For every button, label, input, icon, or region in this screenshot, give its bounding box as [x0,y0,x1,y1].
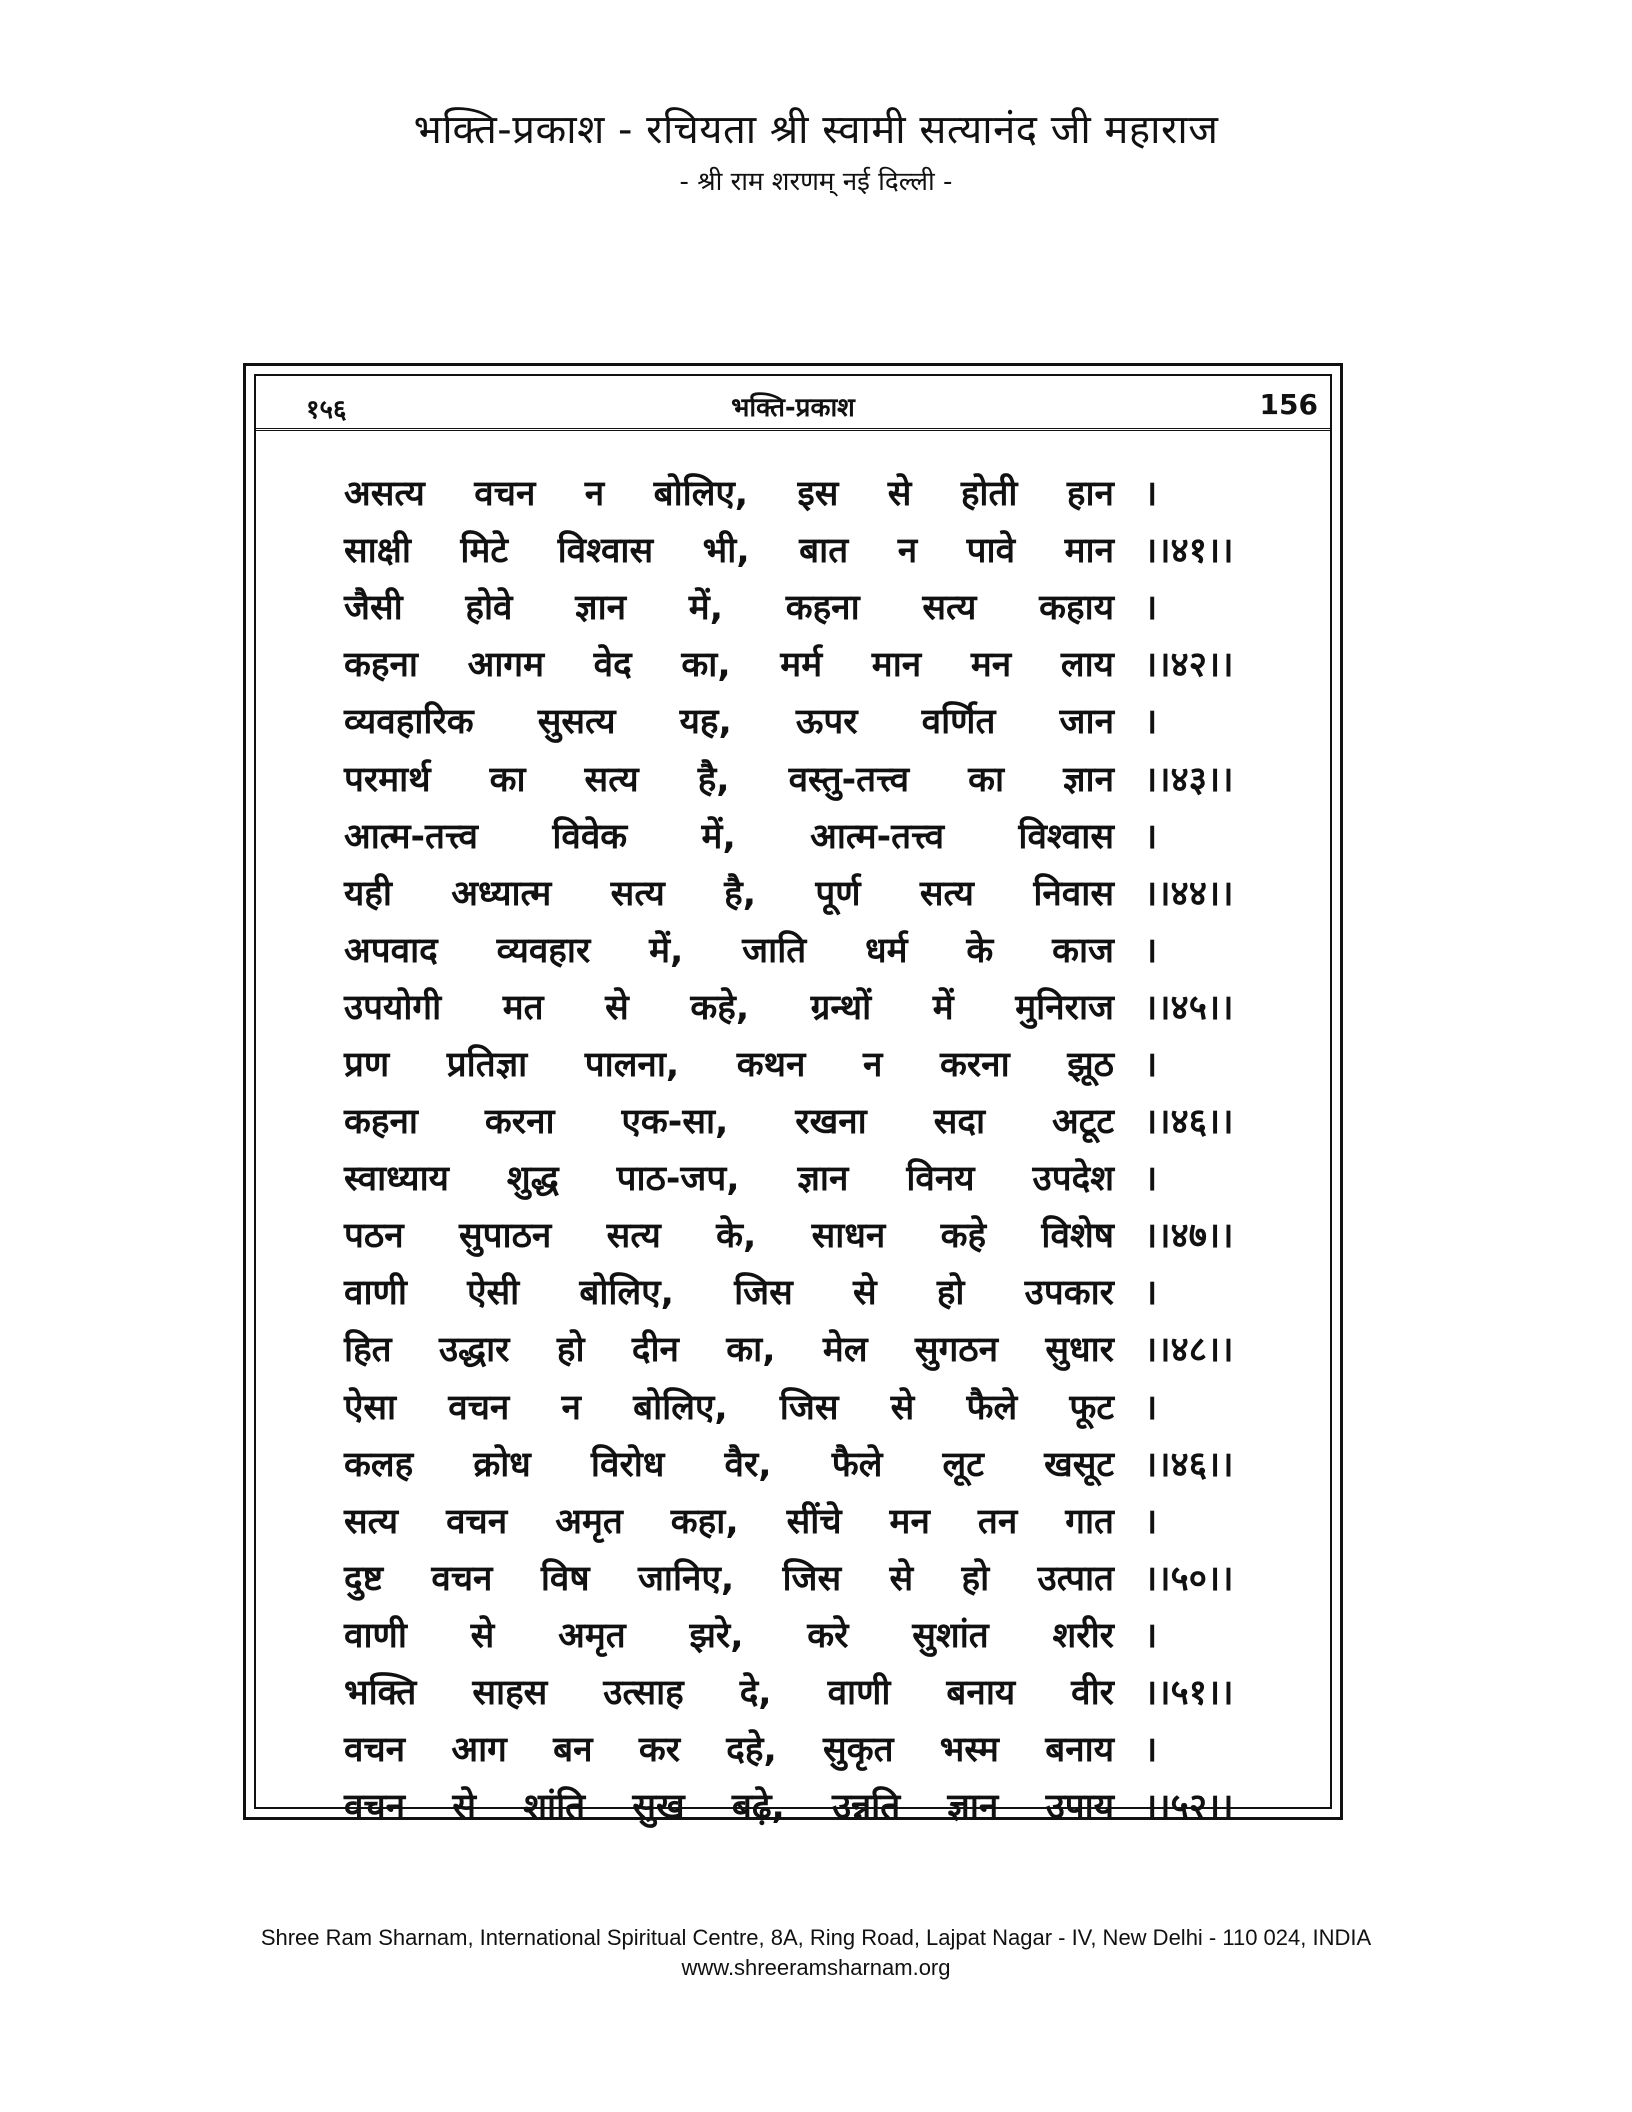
verse-line [344,978,1304,1035]
document-subtitle: - श्री राम शरणम् नई दिल्ली - [679,167,953,197]
verse-line [344,864,1304,921]
verse-text: दुष्ट वचन विष जानिए, जिस से हो उत्पात [344,1558,1114,1599]
verse-text: असत्य वचन न बोलिए, इस से होती हान [344,474,1114,515]
footer-website: www.shreeramsharnam.org [681,1955,951,1980]
verse-text: कलह क्रोध विरोध वैर, फैले लूट खसूट [344,1444,1114,1485]
verse-line [344,1149,1304,1206]
verse-text: वचन आग बन कर दहे, सुकृत भस्म बनाय [344,1730,1114,1771]
verse-text: वचन से शांति सुख बढ़े, उन्नति ज्ञान उपाय [344,1787,1114,1828]
verse-text: वाणी से अमृत झरे, करे सुशांत शरीर [344,1615,1114,1656]
running-title: भक्ति-प्रकाश [731,393,855,423]
verse-text: कहना करना एक-सा, रखना सदा अटूट [344,1102,1114,1143]
verse-text: भक्ति साहस उत्साह दे, वाणी बनाय वीर [344,1673,1114,1714]
verse-marker: ।।४६।। [1144,1444,1234,1485]
verse-text: ऐसा वचन न बोलिए, जिस से फैले फूट [344,1387,1114,1428]
verse-marker: । [1144,1501,1158,1542]
verse-line [344,464,1304,521]
verse-line [344,1206,1304,1263]
verse-marker: । [1144,1273,1158,1314]
verse-line [344,1263,1304,1320]
verse-line [344,1435,1304,1492]
verse-marker: । [1144,474,1158,515]
verse-line [344,1492,1304,1549]
verse-marker: । [1144,930,1158,971]
verse-text: प्रण प्रतिज्ञा पालना, कथन न करना झूठ [344,1044,1114,1085]
verse-list [344,464,1304,1834]
verse-marker: । [1144,816,1158,857]
verse-marker: । [1144,1044,1158,1085]
verse-marker: ।।५२।। [1144,1787,1234,1828]
verse-line [344,1320,1304,1377]
verse-marker: । [1144,1730,1158,1771]
verse-marker: । [1144,1615,1158,1656]
verse-line [344,578,1304,635]
verse-marker: ।।४३।। [1144,759,1234,800]
verse-text: स्वाध्याय शुद्ध पाठ-जप, ज्ञान विनय उपदेश [344,1159,1114,1200]
verse-text: वाणी ऐसी बोलिए, जिस से हो उपकार [344,1273,1114,1314]
verse-line [344,1663,1304,1720]
document-title: भक्ति-प्रकाश - रचियता श्री स्वामी सत्यानंद जी महाराज [413,107,1219,153]
verse-text: उपयोगी मत से कहे, ग्रन्थों में मुनिराज [344,987,1114,1028]
verse-line [344,1606,1304,1663]
book-page-inner-border [254,374,1332,1828]
verse-line [344,692,1304,749]
verse-text: साक्षी मिटे विश्वास भी, बात न पावे मान [344,531,1114,572]
page-number-arabic: 156 [1259,388,1318,421]
book-running-header [256,376,1330,431]
verse-marker: ।।४४।। [1144,873,1234,914]
scanned-book-page [243,363,1343,1828]
verse-line [344,635,1304,692]
verse-line [344,921,1304,978]
page-number-devanagari: १५६ [306,395,347,425]
verse-text: हित उद्धार हो दीन का, मेल सुगठन सुधार [344,1330,1114,1371]
footer-address: Shree Ram Sharnam, International Spiritual Centre, 8A, Ring Road, Lajpat Nagar - IV, New Delhi - 110 024, INDIA [260,1925,1372,1950]
verse-marker: । [1144,1159,1158,1200]
verse-text: आत्म-तत्त्व विवेक में, आत्म-तत्त्व विश्वास [344,816,1114,857]
verse-text: अपवाद व्यवहार में, जाति धर्म के काज [344,930,1114,971]
verse-marker: ।।४७।। [1144,1216,1234,1257]
verse-text: सत्य वचन अमृत कहा, सींचे मन तन गात [344,1501,1114,1542]
verse-line [344,1549,1304,1606]
verse-marker: । [1144,588,1158,629]
verse-marker: ।।४८।। [1144,1330,1234,1371]
verse-line [344,749,1304,806]
verse-line [344,521,1304,578]
verse-marker: ।।५१।। [1144,1673,1234,1714]
verse-marker: ।।४६।। [1144,1102,1234,1143]
verse-marker: ।।५०।। [1144,1558,1234,1599]
verse-text: पठन सुपाठन सत्य के, साधन कहे विशेष [344,1216,1114,1257]
verse-line [344,1720,1304,1777]
verse-marker: । [1144,1387,1158,1428]
verse-marker: ।।४२।। [1144,645,1234,686]
verse-marker: ।।४१।। [1144,531,1234,572]
verse-line [344,1777,1304,1834]
verse-line [344,1378,1304,1435]
verse-text: परमार्थ का सत्य है, वस्तु-तत्त्व का ज्ञान [344,759,1114,800]
verse-text: व्यवहारिक सुसत्य यह, ऊपर वर्णित जान [344,702,1114,743]
verse-line [344,1092,1304,1149]
verse-marker: ।।४५।। [1144,987,1234,1028]
verse-text: कहना आगम वेद का, मर्म मान मन लाय [344,645,1114,686]
verse-line [344,1035,1304,1092]
verse-marker: । [1144,702,1158,743]
verse-line [344,807,1304,864]
verse-text: यही अध्यात्म सत्य है, पूर्ण सत्य निवास [344,873,1114,914]
verse-text: जैसी होवे ज्ञान में, कहना सत्य कहाय [344,588,1114,629]
